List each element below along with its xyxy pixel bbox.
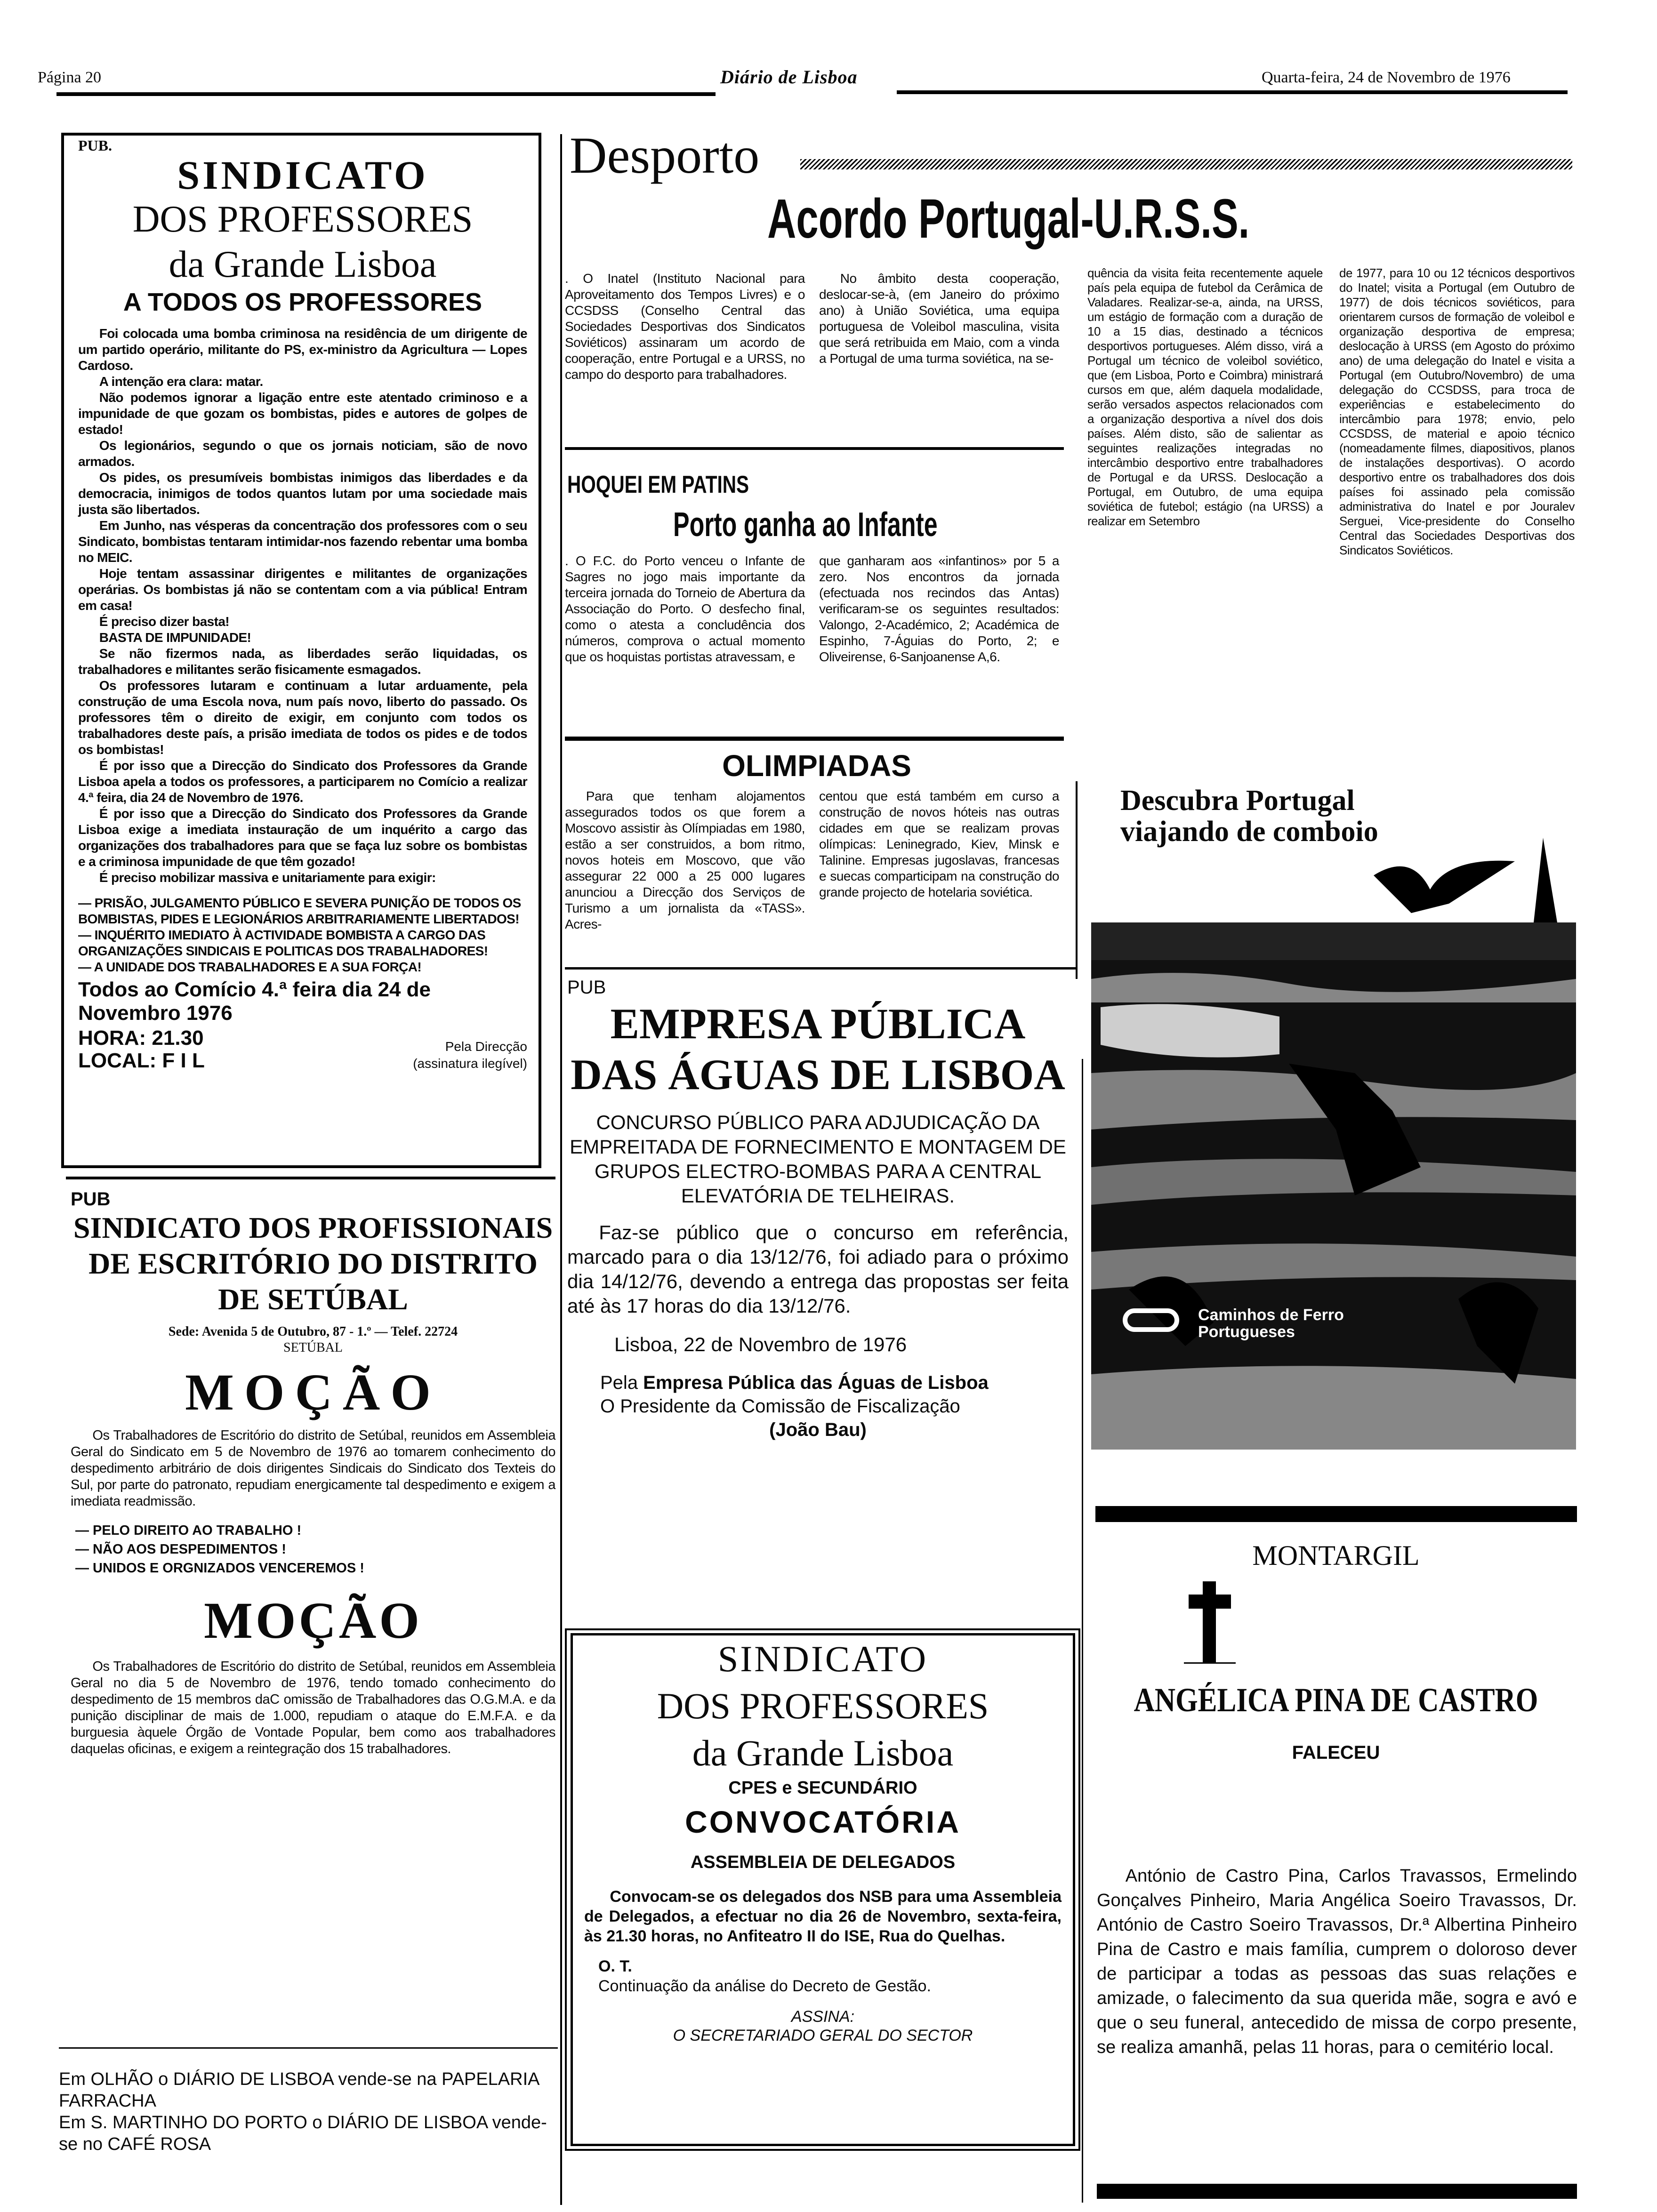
kicker: HOQUEI EM PATINS: [567, 471, 749, 498]
article-column: . O F.C. do Porto venceu o Infante de Sagres no jogo mais importante da terceira jornada do Torneio de Abertura da Associação do Porto. O desfecho final, como o atesta a concludência dos números, comprova o actual momento que os hoquistas portistas atravessam, e: [565, 553, 805, 664]
article-column: . O Inatel (Instituto Nacional para Aproveitamento dos Tempos Livres) e o CCSDSS (Conselho Central das Sociedades Desportivas dos Sindicatos Soviéticos) assinaram um acordo de cooperação, entre Portugal e a URSS, no campo do desporto para trabalhadores.: [565, 271, 805, 382]
ad-title-line2: DOS PROFESSORES: [132, 199, 473, 240]
assembly-ad-inner-box: [571, 1633, 1075, 2146]
issuer-company: Empresa Pública das Águas de Lisboa: [643, 1372, 989, 1393]
slogan-item: — PELO DIREITO AO TRABALHO !: [75, 1523, 302, 1538]
paragraph: Não podemos ignorar a ligação entre este atentado criminoso e a impunidade de que gozam os bombistas, pides e autores de golpes de estado!: [78, 390, 527, 437]
paragraph: É preciso dizer basta!: [99, 614, 230, 629]
rally-details: [78, 1027, 527, 1072]
train-ad-headline: [1120, 785, 1378, 847]
signature: (assinatura ilegível): [413, 1056, 527, 1071]
ad-title-line3: da Grande Lisboa: [692, 1732, 954, 1773]
divider: [59, 2047, 558, 2049]
assembly-title: ASSEMBLEIA DE DELEGADOS: [690, 1852, 956, 1872]
slogans-list: [71, 1521, 555, 1578]
tender-notice: Faz-se público que o concurso em referência, marcado para o dia 13/12/76, foi adiado para o próximo dia 14/12/76, devendo a entrega das propostas ser feita até às 17 horas do dia 13/12/76.: [567, 1221, 1069, 1317]
cp-logo-icon: [1123, 1308, 1179, 1332]
setubal-ad-title: SINDICATO DOS PROFISSIONAIS DE ESCRITÓRIO DO DISTRITO DE SETÚBAL: [73, 1211, 553, 1316]
sign-label: ASSINA:: [791, 2008, 855, 2026]
assembly-text: Convocam-se os delegados dos NSB para uma Assembleia de Delegados, a efectuar no dia 26 de Novembro, sexta-feira, às 21.30 horas, no Anfiteatro II do ISE, Rua do Quelhas.: [584, 1888, 1062, 1945]
section-title: Desporto: [570, 127, 760, 184]
issuer-line: [567, 1371, 1069, 1395]
paragraph: Os pides, os presumíveis bombistas inimigos das liberdades e da democracia, inimigos de todos quantos lutam por uma sociedade mais justa são libertados.: [78, 470, 527, 517]
rally-hour: HORA: 21.30: [78, 1026, 204, 1050]
divider: [66, 1177, 555, 1179]
issue-date: Quarta-feira, 24 de Novembro de 1976: [1262, 69, 1511, 86]
motion-title: MOÇÃO: [204, 1592, 422, 1649]
demands-list: [78, 895, 527, 975]
black-band: [1095, 1506, 1577, 1522]
demand-item: — INQUÉRITO IMEDIATO À ACTIVIDADE BOMBISTA A CARGO DAS ORGANIZAÇÕES SINDICAIS E POLITICAS DOS TRABALHADORES!: [78, 928, 488, 958]
pub-label: PUB.: [78, 137, 112, 154]
ad-title-line2: DAS ÁGUAS DE LISBOA: [571, 1050, 1065, 1098]
rally-call: Todos ao Comício 4.ª feira dia 24 de Novembro 1976: [78, 978, 431, 1025]
column-rule: [1076, 781, 1078, 979]
page-number: Página 20: [38, 69, 102, 86]
ot-text: Continuação da análise do Decreto de Gestão.: [598, 1977, 931, 1995]
paragraph: É por isso que a Direcção do Sindicato dos Professores da Grande Lisboa apela a todos os professores, a participarem no Comício a realizar 4.ª feira, dia 24 de Novembro de 1976.: [78, 758, 527, 805]
rally-place: LOCAL: F I L: [78, 1049, 205, 1072]
header-rule-left: [56, 92, 716, 96]
headline: Acordo Portugal-U.R.S.S.: [767, 188, 1250, 250]
paragraph: A intenção era clara: matar.: [99, 374, 263, 389]
article-column: que ganharam aos «infantinos» por 5 a zero. Nos encontros da jornada (efectuada nos recindos das Antas) verificaram-se os seguintes resultados: Valongo, 2-Académico, 2; Académica de Espinho, 7-Águias do Porto, 2; e Oliveirense, 6-Sanjoanense A,6.: [819, 553, 1059, 664]
ad-title-line1: EMPRESA PÚBLICA: [610, 1000, 1026, 1048]
paragraph: Hoje tentam assassinar dirigentes e militantes de organizações operárias. Os bombistas já não se contentam com a via pública! Entram em casa!: [78, 566, 527, 613]
paragraph: Os legionários, segundo o que os jornais noticiam, são de novo armados.: [78, 438, 527, 469]
sign-body: O SECRETARIADO GERAL DO SECTOR: [673, 2027, 973, 2044]
slogan-item: — NÃO AOS DESPEDIMENTOS !: [75, 1542, 286, 1557]
setubal-city: SETÚBAL: [283, 1340, 343, 1355]
signed-by: Pela Direcção: [445, 1039, 527, 1054]
brand-line: Portugueses: [1198, 1323, 1295, 1341]
newspaper-name: Diário de Lisboa: [720, 66, 858, 88]
motion-text: Os Trabalhadores de Escritório do distrito de Setúbal, reunidos em Assembleia Geral do Sindicato em 5 de Novembro de 1976 ao tomarem conhecimento do despedimento arbitrário de dois dirigentes Sindicais do Sindicato dos Texteis do Sul, por parte do patronato, repudiam energicamente tal despedimento e exigem a imediata readmissão.: [71, 1428, 555, 1509]
signer-name: (João Bau): [769, 1419, 867, 1440]
obituary-place: MONTARGIL: [1252, 1540, 1420, 1571]
article-column: No âmbito desta cooperação, deslocar-se-à, (em Janeiro do próximo ano) à União Soviética, uma equipa portuguesa de Voleibol masculina, visita que será retribuida em Maio, com a vinda a Portugal de uma turma soviética, na se-: [819, 271, 1059, 366]
teachers-ad-body: [78, 326, 527, 886]
obituary-text: António de Castro Pina, Carlos Travassos, Ermelindo Gonçalves Pinheiro, Maria Angélica Soeiro Travassos, Dr. António de Castro Soeiro Travassos, Dr.ª Albertina Pinheiro Pina de Castro e mais família, cumprem o doloroso dever de participar a todas as pessoas das suas relações e amizade, o falecimento da sua querida mãe, sogra e avó e que o seu funeral, antecedido de missa de corpo presente, se realiza amanhã, pelas 11 horas, para o cemitério local.: [1097, 1866, 1577, 2057]
place-date: Lisboa, 22 de Novembro de 1976: [614, 1333, 907, 1355]
obituary-status: FALECEU: [1292, 1742, 1380, 1763]
black-band: [1097, 2184, 1577, 2199]
headline-line: viajando de comboio: [1120, 816, 1378, 848]
article-column: Para que tenham alojamentos assegurados todos os que forem a Moscovo assistir às Olímpiadas em 1980, estão a ser construidos, a bom ritmo, novos hoteis em Moscovo, que vão assegurar 22 000 a 25 000 lugares anunciou a Direcção dos Serviços de Turismo a um jornalista da «TASS». Acres-: [565, 789, 805, 931]
pub-label: PUB: [567, 977, 606, 998]
pub-label: PUB: [71, 1189, 111, 1210]
ad-title-line2: DOS PROFESSORES: [657, 1685, 989, 1726]
sales-line: Em S. MARTINHO DO PORTO o DIÁRIO DE LISBOA vende-se no CAFÉ ROSA: [59, 2113, 547, 2154]
paragraph: É preciso mobilizar massiva e unitariamente para exigir:: [99, 870, 436, 885]
brand-line: Caminhos de Ferro: [1198, 1306, 1344, 1324]
demand-item: — A UNIDADE DOS TRABALHADORES E A SUA FORÇA!: [78, 960, 422, 974]
signature-block: [413, 1038, 527, 1072]
teachers-ad-box: [61, 133, 541, 1168]
motion-title: MOÇÃO: [185, 1363, 441, 1421]
headline: Porto ganha ao Infante: [673, 506, 938, 544]
column-rule: [1082, 1059, 1083, 2203]
setubal-ad: [71, 1188, 555, 2040]
ad-title-line1: SINDICATO: [717, 1638, 928, 1679]
paragraph: É por isso que a Direcção do Sindicato dos Professores da Grande Lisboa exige a imediata instauração de um inquérito a cargo das organizações dos trabalhadores para que se faça luz sobre os bombistas e a criminosa impunidade de que têm gozado!: [78, 806, 527, 869]
headline-line: Descubra Portugal: [1120, 785, 1355, 817]
ad-subtitle: A TODOS OS PROFESSORES: [123, 288, 483, 316]
ot-label: O. T.: [598, 1957, 632, 1975]
harbour-seagulls-illustration: [1091, 781, 1576, 1450]
ad-title-line3: da Grande Lisboa: [169, 244, 437, 285]
setubal-address: Sede: Avenida 5 de Outubro, 87 - 1.º — Telef. 22724: [168, 1324, 458, 1339]
sales-notice: [59, 2068, 558, 2155]
paragraph: Foi colocada uma bomba criminosa na residência de um dirigente de um partido operário, militante do PS, ex-ministro da Agricultura — Lopes Cardoso.: [78, 326, 527, 373]
column-rule: [560, 134, 562, 2205]
cross-icon: [1189, 1581, 1302, 1664]
convocation-title: CONVOCATÓRIA: [685, 1804, 961, 1839]
train-ad-photo: [1091, 781, 1576, 1450]
demand-item: — PRISÃO, JULGAMENTO PÚBLICO E SEVERA PUNIÇÃO DE TODOS OS BOMBISTAS, PIDES E LEGIONÁRIOS ARBITRARIAMENTE LIBERTADOS!: [78, 896, 521, 926]
deceased-name: ANGÉLICA PINA DE CASTRO: [1134, 1681, 1538, 1719]
signer-title: O Presidente da Comissão de Fiscalização: [600, 1396, 960, 1417]
issuer-prefix: Pela: [600, 1372, 643, 1393]
article-column: centou que está também em curso a construção de novos hóteis nas outras cidades em que se realizam provas olímpicas: Leninegrado, Kiev, Minsk e Talinine. Empresas jugoslavas, francesas e suecas comparticipam na construção do grande projecto de hotelaria soviética.: [819, 789, 1059, 899]
ad-title-line1: SINDICATO: [177, 152, 428, 198]
article-column: quência da visita feita recentemente aquele país pela equipa de futebol da Cerâmica de Valadares. Realizar-se-a, ainda, na URSS, um estágio de formação com a duração de 10 a 15 dias, destinado a técnicos desportivos portugueses. Além disso, virá a Portugal um técnico de voleibol soviético, que (em Lisboa, Porto e Coimbra) ministrará cursos em que, além daquela modalidade, serão versados aspectos relacionados com a organização desportiva a nível dos dois países. Além disto, são de salientar as seguintes realizações integradas no intercâmbio desportivo entre trabalhadores de Portugal e da URSS. Deslocação a Portugal, em Outubro, de uma equipa soviética de futebol; estágio (na URSS) a realizar em Setembro: [1087, 266, 1323, 528]
paragraph: BASTA DE IMPUNIDADE!: [99, 630, 251, 645]
paragraph: Os professores lutaram e continuam a lutar arduamente, pela construção de uma Escola nova, num país novo, liberto do passado. Os professores têm o direito de exigir, em conjunto com todos os trabalhadores deste país, a prisão imediata de todos os pides e de todos os bombistas!: [78, 678, 527, 757]
article-column: de 1977, para 10 ou 12 técnicos desportivos do Inatel; visita a Portugal (em Outubro de 1977) de dois técnicos soviéticos, para orientarem cursos de formação de voleibol e organização desportiva de empresa; deslocação à URSS (em Agosto do próximo ano) de uma delegação do Inatel e visita a Portugal (em Outubro/Novembro) de uma delegação do CCSDSS, para troca de experiências e estabelecimento do intercâmbio para 1978; envio, pelo CCSDSS, de material e apoio técnico (nomeadamente filmes, diapositivos, planos de instalações desportivas). O acordo desportivo entre os trabalhadores dos dois países foi assinado pela comissão administrativa do Inatel e por Jouralev Serguei, Vice-presidente do Conselho Central das Sociedades Desportivas dos Sindicatos Soviéticos.: [1339, 266, 1575, 557]
ad-sub: CPES e SECUNDÁRIO: [728, 1778, 917, 1798]
slogan-item: — UNIDOS E ORGNIZADOS VENCEREMOS !: [75, 1561, 364, 1576]
train-ad-brand: [1198, 1306, 1344, 1340]
paragraph: Em Junho, nas vésperas da concentração dos professores com o seu Sindicato, bombistas tentaram intimidar-nos fazendo rebentar uma bomba no MEIC.: [78, 518, 527, 565]
section-hatch-rule: [800, 159, 1572, 169]
divider: [565, 967, 1076, 970]
water-ad: [567, 977, 1069, 1624]
headline: OLIMPIADAS: [722, 749, 911, 783]
divider: [565, 737, 1064, 741]
rally-time-place: [78, 1027, 205, 1072]
motion-text: Os Trabalhadores de Escritório do distrito de Setúbal, reunidos em Assembleia Geral no dia 5 de Novembro de 1976, tendo tomado conhecimento do despedimento de 15 membros daC omissão de Trabalhadores das O.G.M.A. e da punição disciplinar de mais de 1.000, repudiam o ataque do E.M.F.A. e da burguesia àquele Órgão de Vontade Popular, bem como aos trabalhadores daquelas oficinas, e exigem a reintegração dos 15 trabalhadores.: [71, 1659, 555, 1756]
paragraph: Se não fizermos nada, as liberdades serão liquidadas, os trabalhadores e militantes serão fisicamente esmagados.: [78, 646, 527, 677]
sales-line: Em OLHÃO o DIÁRIO DE LISBOA vende-se na PAPELARIA FARRACHA: [59, 2069, 539, 2111]
divider: [565, 447, 1064, 450]
header-rule-right: [897, 90, 1568, 94]
tender-title: CONCURSO PÚBLICO PARA ADJUDICAÇÃO DA EMPREITADA DE FORNECIMENTO E MONTAGEM DE GRUPOS ELECTRO-BOMBAS PARA A CENTRAL ELEVATÓRIA DE TELHEIRAS.: [570, 1111, 1066, 1207]
